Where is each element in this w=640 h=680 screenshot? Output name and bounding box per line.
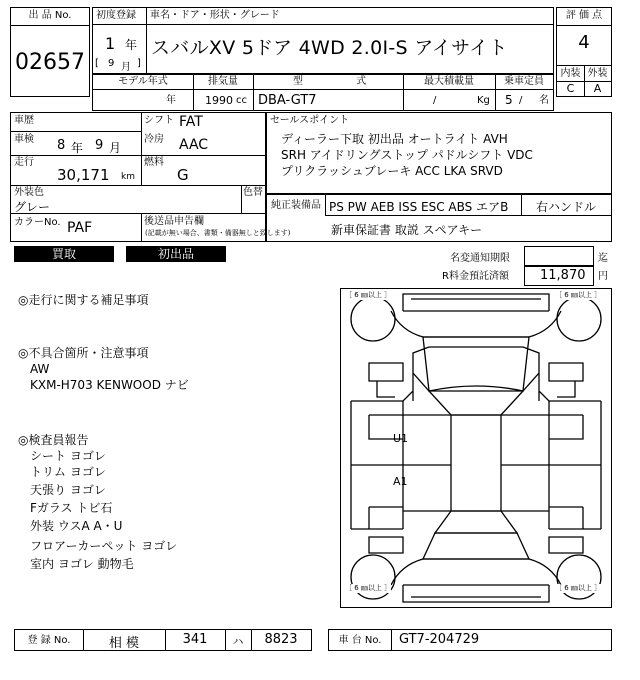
ac-label: 冷房 — [144, 134, 164, 145]
mileage-value: 30,171 — [57, 166, 110, 184]
exterior-color-label: 外装色 — [14, 187, 44, 198]
damage-mark-u1: U1 — [393, 432, 409, 445]
model-label: 型 式 — [293, 76, 367, 87]
inspector-line-6: フロアーカーペット ヨゴレ — [30, 539, 178, 553]
handle-position: 右ハンドル — [535, 200, 596, 214]
inspection-year: 8 — [57, 138, 66, 153]
recycle-fee-label: R料金預託済額 — [442, 271, 509, 282]
first-registration-year: 1 — [105, 34, 116, 53]
equipment-label: 純正装備品 — [271, 200, 321, 211]
exterior-color-value: グレー — [14, 200, 51, 214]
lot-number: 02657 — [15, 50, 85, 75]
interior-grade: C — [566, 82, 575, 95]
color-change-label: 色替 — [243, 187, 263, 198]
displacement-unit: cc — [236, 95, 247, 106]
inspector-line-5: 外装 ウスA A・U — [30, 519, 123, 533]
notice-deadline-label: 名変通知期限 — [450, 253, 510, 264]
fuel-value: G — [177, 166, 189, 184]
sales-point-line-3: プリクラッシュブレーキ ACC LKA SRVD — [281, 164, 503, 178]
first-registration-label: 初度登録 — [96, 10, 136, 21]
tire-depth-front-right: ［ 6 ㎜以上 ］ — [555, 291, 602, 299]
inspection-month-unit: 月 — [109, 141, 122, 155]
defect-line-2: KXM-H703 KENWOOD ナビ — [30, 378, 189, 392]
lot-number-box — [10, 7, 90, 97]
capacity-separator: / — [519, 95, 523, 106]
model-value: DBA-GT7 — [258, 93, 317, 108]
car-diagram — [340, 288, 612, 608]
car-name-label: 車名・ドア・形状・グレード — [150, 10, 280, 21]
lot-number-label: 出 品 No. — [28, 10, 72, 21]
model-year-unit: 年 — [166, 95, 176, 106]
sales-points-box — [266, 112, 612, 194]
grade-score: 4 — [578, 32, 590, 53]
chassis-box — [328, 629, 612, 651]
exterior-label: 外装 — [587, 68, 608, 79]
inspection-month: 9 — [95, 138, 104, 153]
tire-depth-front-left: ［ 6 ㎜以上 ］ — [345, 291, 392, 299]
defect-line-1: AW — [30, 362, 50, 376]
registration-box — [14, 629, 312, 651]
registration-label: 登 録 No. — [27, 635, 71, 646]
model-year-label: モデル年式 — [118, 76, 168, 87]
inspector-line-1: シート ヨゴレ — [30, 449, 106, 463]
shift-label: シフト — [144, 115, 174, 126]
open-bracket: [ — [95, 58, 99, 69]
load-unit: Kg — [477, 95, 490, 106]
grade-box — [556, 7, 612, 97]
inspector-report-title: ◎検査員報告 — [18, 433, 89, 447]
color-number-label: カラーNo. — [14, 217, 61, 228]
load-separator: / — [433, 95, 437, 106]
mileage-label: 走行 — [14, 157, 34, 168]
chassis-number: GT7-204729 — [399, 632, 480, 647]
inspector-line-4: Fガラス トビ石 — [30, 501, 113, 515]
first-listing-bar: 初出品 — [126, 246, 226, 262]
tire-depth-rear-right: ［ 6 ㎜以上 ］ — [555, 584, 602, 592]
close-bracket: ] — [137, 58, 141, 69]
defects-title: ◎不具合箇所・注意事項 — [18, 346, 149, 360]
sales-point-line-2: SRH アイドリングストップ パドルシフト VDC — [281, 148, 533, 162]
driving-notes-title: ◎走行に関する補足事項 — [18, 293, 149, 307]
aftermarket-note: (記載が無い場合、書類・備器無しと致します) — [145, 229, 291, 237]
notice-deadline-box — [524, 246, 594, 266]
interior-label: 内装 — [560, 68, 581, 79]
registration-area: 相 模 — [108, 636, 140, 651]
capacity-value: 5 — [505, 93, 513, 107]
max-load-label: 最大積載量 — [424, 76, 474, 87]
exterior-grade: A — [593, 82, 602, 95]
recycle-fee-amount: 11,870 — [540, 268, 586, 283]
inspector-line-7: 室内 ヨゴレ 動物毛 — [30, 557, 134, 571]
sales-points-label: セールスポイント — [270, 115, 350, 126]
fuel-label: 燃料 — [144, 157, 164, 168]
damage-mark-a1: A1 — [393, 475, 408, 488]
inspector-line-3: 天張り ヨゴレ — [30, 483, 106, 497]
shift-value: FAT — [179, 114, 203, 130]
capacity-unit: 名 — [539, 95, 549, 106]
car-name: スバルXV 5ドア 4WD 2.0I-S アイサイト — [151, 37, 508, 59]
displacement-value: 1990 — [205, 94, 233, 107]
first-registration-month: 9 — [108, 58, 115, 69]
registration-class: 341 — [182, 632, 208, 647]
registration-kana: ハ — [232, 635, 244, 648]
specs-row — [92, 74, 554, 111]
chassis-label: 車 台 No. — [338, 635, 382, 646]
recycle-fee-unit: 円 — [598, 271, 608, 282]
car-outline-diagram — [341, 289, 611, 607]
inspection-year-unit: 年 — [71, 141, 84, 155]
title-box — [92, 7, 554, 74]
equipment-box — [266, 194, 612, 242]
inspection-label: 車検 — [14, 134, 34, 145]
equipment-items: PS PW AEB ISS ESC ABS エアB — [329, 200, 509, 214]
grade-label: 評 価 点 — [565, 10, 603, 21]
notice-deadline-unit: 迄 — [598, 253, 608, 264]
aftermarket-label: 後送品申告欄 — [144, 216, 204, 227]
mileage-unit: km — [121, 172, 135, 182]
month-unit: 月 — [121, 62, 131, 73]
inspector-line-2: トリム ヨゴレ — [30, 465, 106, 479]
capacity-label: 乗車定員 — [504, 76, 544, 87]
tire-depth-rear-left: ［ 6 ㎜以上 ］ — [345, 584, 392, 592]
buy-bar: 買取 — [14, 246, 114, 262]
ac-value: AAC — [179, 137, 209, 153]
warranty-items: 新車保証書 取説 スペアキー — [331, 223, 483, 237]
year-unit: 年 — [125, 38, 138, 52]
color-number-value: PAF — [67, 220, 93, 236]
registration-number: 8823 — [264, 632, 298, 647]
history-label: 車歴 — [14, 115, 34, 126]
displacement-label: 排気量 — [208, 76, 238, 87]
sales-point-line-1: ディーラー下取 初出品 オートライト AVH — [281, 132, 508, 146]
details-left — [10, 112, 291, 242]
